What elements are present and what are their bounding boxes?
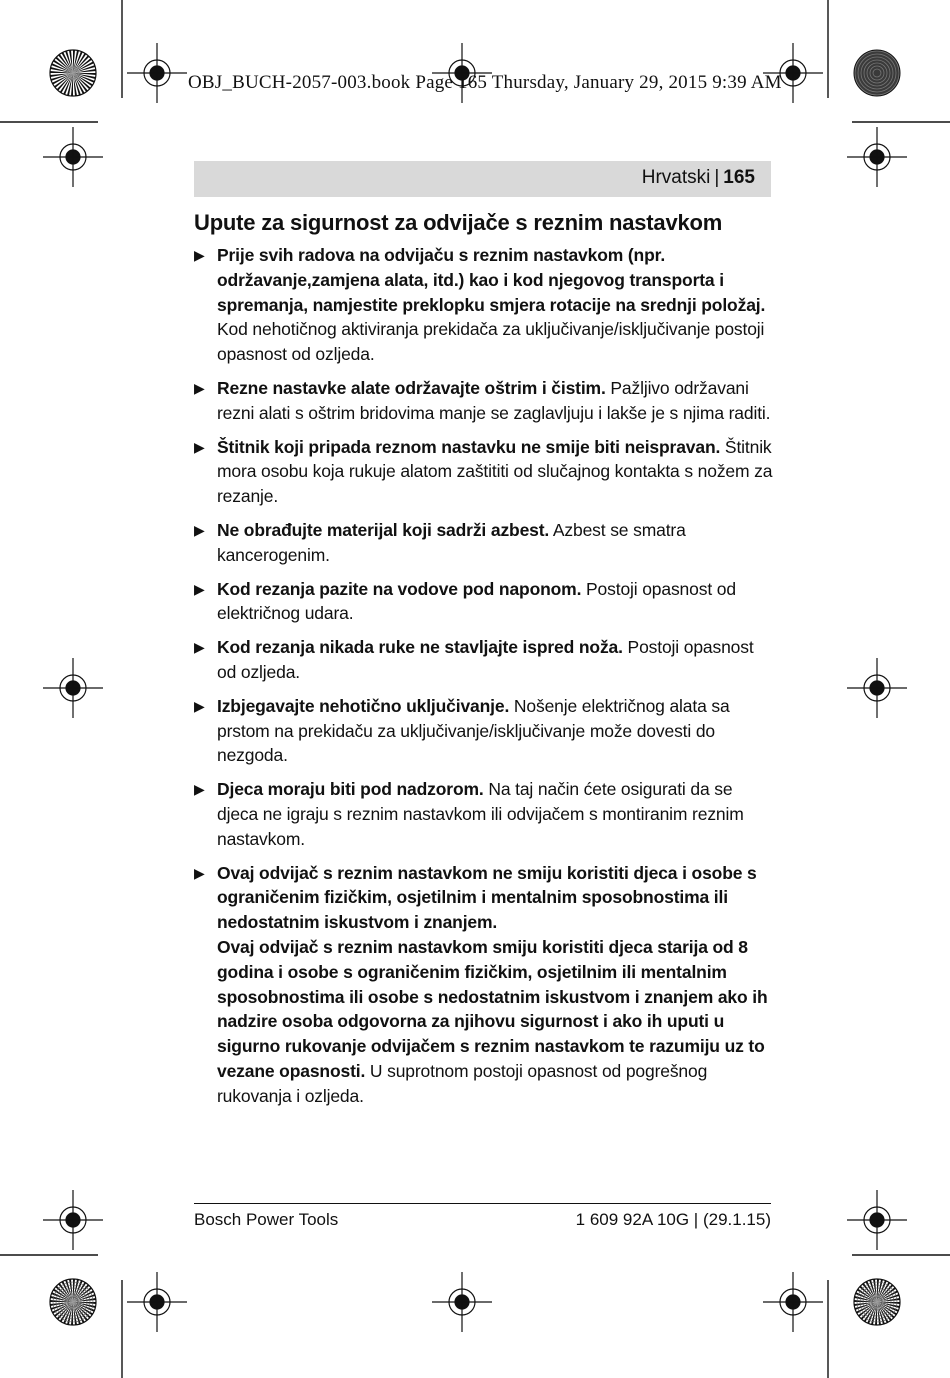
registration-mark-icon [763, 1272, 823, 1332]
item-bold-text: Ovaj odvijač s reznim nastavkom smiju koristiti djeca starija od 8 godina i osobe s ograničenim fizičkim, osjetilnim ili mentalnim sposobnostima ili osobe s nedostatnim iskustvom i znanjem ako ih nadzire osoba odgovorna za njihovu sigurnost i ako ih uputi u sigurno rukovanje odvijačem s reznim nastavkom te razumiju uz to vezane opasnosti. [217, 936, 768, 1081]
item-bold-text: Djeca moraju biti pod nadzorom. [217, 779, 484, 800]
color-rosette-icon [50, 1279, 96, 1325]
item-bold-text: Štitnik koji pripada reznom nastavku ne smije biti neispravan. [217, 436, 721, 457]
item-bold-text: Rezne nastavke alate održavajte oštrim i čistim. [217, 377, 606, 398]
color-rosette-icon [854, 1279, 900, 1325]
section-title: Upute za sigurnost za odvijače s reznim nastavkom [194, 210, 723, 235]
footer-publisher: Bosch Power Tools [194, 1210, 339, 1229]
item-text: U suprotnom postoji opasnost od pogrešnog rukovanja i ozljeda. [217, 1060, 708, 1106]
registration-mark-icon [847, 127, 907, 187]
footer-doc-code: 1 609 92A 10G | (29.1.15) [575, 1210, 771, 1229]
list-item [194, 577, 774, 627]
triangle-bullet-icon: ▶ [194, 580, 205, 597]
language-label: Hrvatski [641, 167, 711, 188]
list-item [194, 694, 774, 768]
footer-rule [194, 1203, 771, 1204]
safety-list [194, 243, 774, 1118]
item-bold-text: Kod rezanja pazite na vodove pod naponom. [217, 578, 582, 599]
triangle-bullet-icon: ▶ [194, 521, 205, 538]
list-item [194, 861, 774, 1109]
triangle-bullet-icon: ▶ [194, 864, 205, 881]
page-number: 165 [723, 167, 755, 188]
list-item [194, 635, 774, 685]
color-rosette-icon [854, 50, 900, 96]
color-rosette-icon [50, 50, 96, 96]
page-header-bar [194, 161, 771, 197]
item-text: Nošenje električnog alata sa prstom na prekidaču za uključivanje/isključivanje može dovesti do nezgoda. [217, 695, 730, 766]
page-header [642, 167, 755, 189]
registration-mark-icon [43, 658, 103, 718]
item-bold-text: Izbjegavajte nehotično uključivanje. [217, 695, 510, 716]
book-slug: OBJ_BUCH-2057-003.book Page 165 Thursday, January 29, 2015 9:39 AM [188, 72, 782, 93]
list-item [194, 777, 774, 851]
triangle-bullet-icon: ▶ [194, 697, 205, 714]
list-item [194, 376, 774, 426]
registration-mark-icon [127, 43, 187, 103]
list-item [194, 243, 774, 367]
item-text: Postoji opasnost od ozljeda. [217, 637, 754, 682]
item-text: Kod nehotičnog aktiviranja prekidača za uključivanje/isključivanje postoji opasnost od ozljeda. [217, 319, 765, 365]
triangle-bullet-icon: ▶ [194, 438, 205, 455]
item-text: Pažljivo održavani rezni alati s oštrim bridovima manje se zaglavljuju i lakše je s njima raditi. [217, 377, 771, 423]
registration-mark-icon [43, 1190, 103, 1250]
triangle-bullet-icon: ▶ [194, 781, 205, 798]
registration-mark-icon [847, 1190, 907, 1250]
item-bold-text: Ne obrađujte materijal koji sadrži azbest. [217, 519, 550, 540]
registration-mark-icon [847, 658, 907, 718]
triangle-bullet-icon: ▶ [194, 639, 205, 656]
list-item [194, 435, 774, 509]
triangle-bullet-icon: ▶ [194, 247, 205, 263]
item-text: Postoji opasnost od električnog udara. [217, 578, 736, 624]
item-text: Azbest se smatra kancerogenim. [217, 519, 686, 565]
registration-mark-icon [432, 1272, 492, 1332]
registration-mark-icon [43, 127, 103, 187]
registration-mark-icon [127, 1272, 187, 1332]
list-item [194, 518, 774, 568]
triangle-bullet-icon: ▶ [194, 379, 205, 396]
item-bold-text: Ovaj odvijač s reznim nastavkom ne smiju koristiti djeca i osobe s ograničenim fizičkim, osjetilnim i mentalnim sposobnostima ili nedostatnim iskustvom i znanjem. [217, 862, 757, 933]
item-bold-text: Prije svih radova na odvijaču s reznim nastavkom (npr. održavanje,zamjena alata, itd.) kao i kod njegovog transporta i spremanja, namjestite preklopku smjera rotacije na srednji položaj. [217, 245, 766, 315]
item-bold-text: Kod rezanja nikada ruke ne stavljajte ispred noža. [217, 637, 623, 658]
header-separator: | [714, 167, 720, 188]
item-text: Na taj način ćete osigurati da se djeca ne igraju s reznim nastavkom ili odvijačem s montiranim reznim nastavkom. [217, 779, 744, 849]
item-text: Štitnik mora osobu koja rukuje alatom zaštititi od slučajnog kontakta s nožem za rezanje. [217, 436, 773, 507]
